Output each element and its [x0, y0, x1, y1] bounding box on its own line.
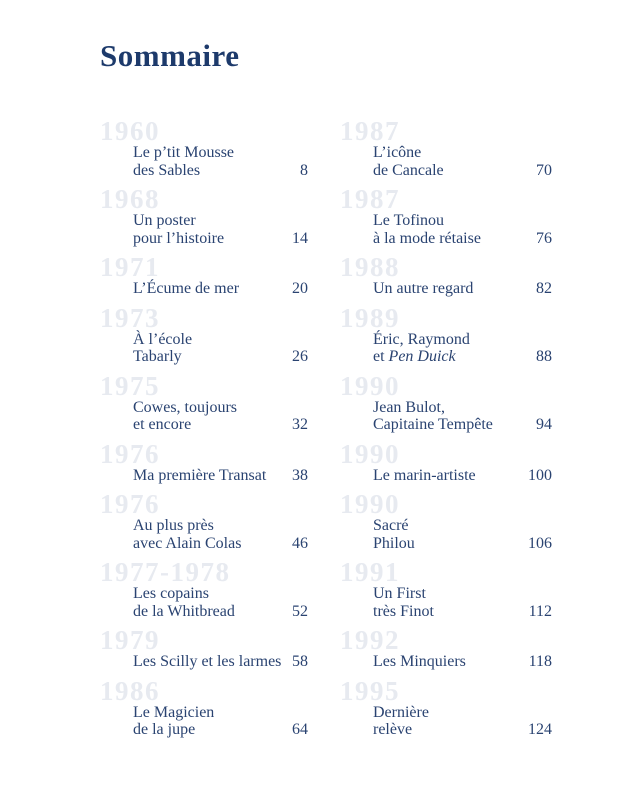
toc-entry-page: 20 — [292, 280, 308, 297]
toc-entry-title — [133, 517, 241, 552]
toc-entry-title-segment: À l’école — [133, 330, 193, 348]
toc-entry-title-segment: L’Écume de mer — [133, 280, 240, 297]
toc-entry — [100, 252, 308, 298]
toc-entry-year: 1971 — [100, 252, 160, 282]
toc-entry-page: 58 — [292, 653, 308, 670]
toc-entry-title-segment: de la Whitbread — [133, 602, 235, 620]
toc-entry-page: 38 — [292, 466, 308, 484]
toc-entry-title — [133, 144, 234, 179]
toc-entry-year: 1977-1978 — [100, 557, 231, 587]
toc-entry-title — [373, 653, 466, 671]
toc-entry-title-segment: et — [373, 348, 389, 365]
toc-entry — [340, 370, 552, 434]
toc-entry-page: 124 — [528, 721, 552, 738]
toc-entry-page: 88 — [536, 348, 552, 365]
toc-entry-title — [133, 704, 214, 739]
toc-entry-page: 100 — [528, 466, 552, 484]
toc-entry — [100, 184, 308, 247]
toc-entry-row — [340, 280, 552, 298]
toc-entry-page: 76 — [536, 229, 552, 247]
toc-entry-title-segment: L’icône — [373, 144, 422, 161]
toc-entry-row — [100, 585, 308, 620]
toc-column-left — [100, 116, 308, 747]
toc-entry — [340, 184, 552, 247]
toc-entry-title-segment: de la jupe — [133, 721, 196, 738]
toc-entry-row — [340, 399, 552, 434]
toc-entry-row — [340, 704, 552, 739]
toc-entry-title — [373, 704, 429, 739]
toc-entry-title — [373, 280, 473, 298]
toc-entry-year: 1986 — [100, 675, 160, 706]
toc-entry-row — [340, 517, 552, 552]
page-title: Sommaire — [100, 38, 240, 73]
toc-entry-row — [340, 331, 552, 366]
toc-columns — [100, 116, 552, 747]
toc-entry-title — [373, 467, 476, 485]
toc-entry-title-segment: Sacré — [373, 517, 409, 534]
toc-entry — [100, 625, 308, 671]
toc-entry-year: 1988 — [340, 252, 400, 282]
toc-entry-title-segment: relève — [373, 721, 413, 738]
toc-entry-title-segment: Philou — [373, 534, 415, 552]
toc-entry-year: 1968 — [100, 184, 160, 214]
toc-entry-page: 64 — [292, 721, 308, 738]
toc-entry-page: 118 — [528, 653, 552, 670]
toc-entry — [100, 489, 308, 552]
toc-entry-title-segment: Le p’tit Mousse — [133, 144, 235, 161]
toc-entry-title-segment: de Cancale — [373, 161, 444, 179]
toc-entry-row — [100, 144, 308, 179]
toc-entry — [100, 675, 308, 739]
toc-entry-title-segment: et encore — [133, 416, 192, 433]
toc-entry-title-segment: Le Tofinou — [373, 212, 445, 229]
toc-entry — [340, 252, 552, 298]
toc-entry-title — [133, 653, 281, 671]
toc-entry-page: 52 — [292, 602, 308, 620]
toc-entry-title-segment: Éric, Raymond — [373, 330, 470, 348]
toc-entry-title — [133, 399, 237, 434]
toc-entry-title-segment: Les Minquiers — [373, 653, 466, 670]
toc-entry-title — [373, 144, 444, 179]
toc-entry-row — [340, 653, 552, 671]
toc-entry-year: 1960 — [100, 116, 160, 146]
toc-entry-row — [100, 517, 308, 552]
toc-entry-year: 1987 — [340, 184, 400, 214]
toc-entry-row — [100, 280, 308, 298]
toc-entry-year: 1976 — [100, 438, 160, 469]
toc-entry — [340, 489, 552, 552]
toc-entry-title — [133, 212, 224, 247]
toc-entry-year: 1975 — [100, 370, 160, 401]
toc-entry-year: 1990 — [340, 438, 400, 469]
toc-entry-title-segment: avec Alain Colas — [133, 534, 242, 552]
toc-entry-row — [100, 467, 308, 485]
toc-entry-title-segment: Les copains — [133, 585, 209, 602]
toc-entry-title-segment: Le Magicien — [133, 703, 215, 721]
toc-entry-title-segment: pour l’histoire — [133, 229, 225, 247]
toc-entry-title — [133, 331, 192, 366]
toc-entry — [100, 557, 308, 620]
toc-entry-page: 32 — [292, 416, 308, 433]
toc-entry-title — [133, 585, 235, 620]
toc-entry-title-segment: des Sables — [133, 161, 201, 179]
toc-entry-title-segment: très Finot — [373, 602, 434, 620]
toc-entry-title — [133, 280, 239, 298]
toc-entry-year: 1991 — [340, 557, 400, 587]
toc-entry-page: 8 — [300, 161, 308, 179]
toc-entry-title — [373, 585, 434, 620]
toc-entry-title-segment: Les Scilly et les larmes — [133, 653, 282, 670]
toc-entry-title-segment: Jean Bulot, — [373, 398, 445, 416]
toc-entry-row — [340, 144, 552, 179]
toc-entry-year: 1990 — [340, 489, 400, 519]
toc-entry-row — [340, 585, 552, 620]
toc-entry-row — [100, 653, 308, 671]
toc-entry-title-segment: Capitaine Tempête — [373, 416, 493, 433]
toc-entry-title-segment: Ma première Transat — [133, 466, 267, 484]
toc-entry-row — [100, 399, 308, 434]
toc-entry-year: 1989 — [340, 302, 400, 333]
toc-entry-title-segment: Le marin-artiste — [373, 466, 476, 484]
toc-entry-title-segment: Un First — [373, 585, 426, 602]
toc-entry-title-segment: Dernière — [373, 703, 429, 721]
toc-entry-row — [100, 212, 308, 247]
toc-entry — [340, 116, 552, 179]
toc-entry-year: 1990 — [340, 370, 400, 401]
toc-entry-title — [373, 212, 481, 247]
toc-entry — [340, 302, 552, 366]
toc-entry-page: 26 — [292, 348, 308, 365]
toc-entry-page: 94 — [536, 416, 552, 433]
toc-entry-title-segment: Un poster — [133, 212, 196, 229]
toc-entry-year: 1992 — [340, 625, 400, 655]
toc-entry-title — [373, 517, 415, 552]
toc-entry-year: 1976 — [100, 489, 160, 519]
toc-entry-title — [133, 467, 266, 485]
toc-entry-year: 1973 — [100, 302, 160, 333]
toc-entry-title-segment: Cowes, toujours — [133, 398, 237, 416]
toc-entry-row — [100, 704, 308, 739]
toc-entry-row — [100, 331, 308, 366]
toc-entry — [100, 370, 308, 434]
toc-entry-page: 70 — [536, 161, 552, 179]
toc-entry — [340, 438, 552, 485]
toc-entry-page: 106 — [528, 534, 552, 552]
toc-entry-title-segment: Au plus près — [133, 517, 214, 534]
toc-entry-row — [340, 467, 552, 485]
toc-entry — [340, 675, 552, 739]
toc-entry — [100, 116, 308, 179]
toc-entry-title — [373, 331, 470, 366]
toc-entry-title-segment: à la mode rétaise — [373, 229, 481, 247]
toc-entry-title-segment: Un autre regard — [373, 280, 474, 297]
toc-entry-title — [373, 399, 493, 434]
toc-column-right — [340, 116, 552, 747]
toc-entry — [100, 302, 308, 366]
toc-entry-page: 112 — [528, 602, 552, 620]
toc-entry-page: 46 — [292, 534, 308, 552]
toc-entry-year: 1987 — [340, 116, 400, 146]
toc-entry — [340, 625, 552, 671]
toc-entry-page: 82 — [536, 280, 552, 297]
toc-entry-title-segment: Pen Duick — [388, 348, 456, 365]
toc-entry-year: 1979 — [100, 625, 160, 655]
toc-entry — [100, 438, 308, 485]
toc-entry — [340, 557, 552, 620]
toc-entry-title-segment: Tabarly — [133, 348, 182, 365]
toc-entry-year: 1995 — [340, 675, 400, 706]
toc-entry-row — [340, 212, 552, 247]
toc-entry-page: 14 — [292, 229, 308, 247]
